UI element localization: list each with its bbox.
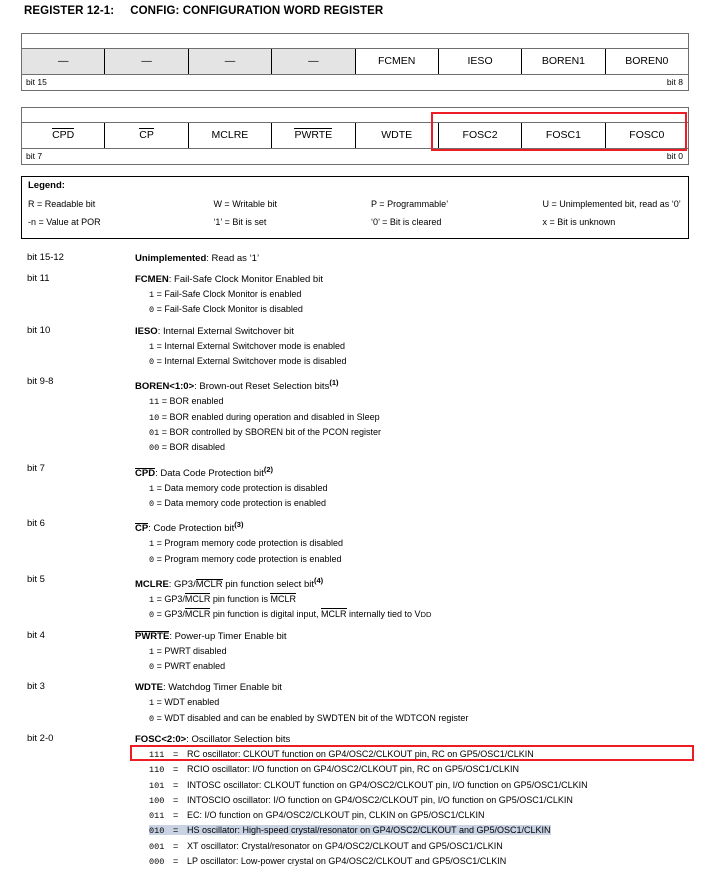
bit-option-code: 10 [149,412,160,423]
bit-option-text: Program memory code protection is enabled [164,553,342,564]
bit-group [0,376,711,455]
bit-group [0,681,711,726]
register-table-low-byte [21,107,689,165]
bit-option-text: Internal External Switchover mode is enabled [164,340,345,351]
register-bit-cell-fosc1 [522,123,605,148]
legend-entry-bit-unknown: x = Bit is unknown [542,217,616,227]
bit-option-code: 1 [149,539,155,550]
bit-index-label: bit 2-0 [27,732,54,744]
bit-option-text: BOR enabled during operation and disabled in Sleep [169,411,380,422]
overline-signal: MCLR [195,579,223,591]
bit-cell-label: FOSC1 [545,129,581,141]
bit-option-code: 0 [149,498,155,509]
legend-title: Legend: [28,180,65,191]
bit-field-heading: BOREN<1:0>: Brown-out Reset Selection bits$^{(1)}$ [135,378,339,393]
bit-range-end-label: bit 8 [666,77,683,87]
register-bit-cell-cp [105,123,188,148]
bit-option [135,552,711,567]
register-bit-cell-fcmen [356,49,439,74]
register-bit-cell-boren1 [522,49,605,74]
bit-option [135,808,711,823]
bit-body [135,681,711,726]
bit-range-start-label: bit 15 [26,77,47,87]
bit-option [135,854,711,869]
legend-entry-readable: R = Readable bit [28,199,96,209]
bit-option [135,793,711,808]
bit-option-code: 010 [149,826,165,837]
legend-row-1 [22,199,688,209]
register-bit-cell-mclre [189,123,272,148]
legend-entry-bit-cleared: ‘0’ = Bit is cleared [370,217,442,227]
register-bit-cell-boren0 [606,49,688,74]
bit-option-code: 101 [149,780,165,791]
legend-entry-value-at-por: -n = Value at POR [28,217,101,227]
bit-cell-label: BOREN0 [625,55,669,67]
bit-group [0,574,711,623]
page-title [24,5,383,17]
bit-option-equals: = [154,594,165,605]
bit-option [135,410,711,425]
bit-option-equals: = [159,442,170,453]
bit-option-equals: = [154,712,165,723]
bit-option [135,607,711,622]
footnote-marker: (1) [329,378,339,388]
bit-field-heading: Unimplemented: Read as ‘1’ [135,253,260,264]
bit-option-code: 0 [149,662,155,673]
register-bit-cell- [105,49,188,74]
bit-option [135,711,711,726]
bit-option-code: 01 [149,427,160,438]
bit-option [135,425,711,440]
bit-range-start-label: bit 7 [26,151,43,161]
register-bit-cell- [22,49,105,74]
footnote-marker: (2) [263,464,274,474]
bit-option-selected [135,823,711,838]
bit-body [135,630,711,675]
bit-option-text: RC oscillator: CLKOUT function on GP4/OSC2/CLKOUT pin, RC on GP5/OSC1/CLKIN [187,748,534,759]
bit-option [135,644,711,659]
bit-option-equals: = [173,779,179,790]
bit-field-heading: FCMEN: Fail-Safe Clock Monitor Enabled bit [135,274,323,285]
bit-option-text: XT oscillator: Crystal/resonator on GP4/OSC2/CLKOUT and GP5/OSC1/CLKIN [187,840,503,851]
register-number: REGISTER 12-1: [24,5,115,17]
bit-range-end-label: bit 0 [666,151,683,161]
bit-option-equals: = [154,355,165,366]
bit-option-code: 1 [149,646,155,657]
bit-option-code: 1 [149,341,155,352]
bit-option-equals: = [154,661,165,672]
bit-option [135,659,711,674]
register-bit-cell-cpd [22,123,105,148]
bit-cell-label: FOSC0 [629,129,665,141]
register-bit-cell-fosc2 [439,123,522,148]
bit-group [0,518,711,567]
bit-index-label: bit 4 [27,629,45,641]
bit-cell-label: — [308,55,319,67]
bit-option [135,839,711,854]
bit-option-code: 0 [149,305,155,316]
bit-option [135,778,711,793]
bit-option-equals: = [173,840,179,851]
bit-option [135,302,711,317]
bit-field-heading: PWRTE: Power-up Timer Enable bit [135,630,287,642]
bit-index-label: bit 11 [27,273,50,284]
register-bit-cells-high [22,48,688,75]
bit-option-code: 0 [149,610,155,621]
bit-option [135,747,711,762]
bit-option-equals: = [154,645,165,656]
bit-option-text: PWRT disabled [164,645,227,656]
bit-option-code: 0 [149,554,155,565]
bit-group [0,733,711,869]
bit-option-code: 1 [149,698,155,709]
bit-index-label: bit 6 [27,518,45,530]
bit-option-equals: = [173,825,179,836]
bit-body [135,376,711,455]
overline-signal: MCLR [184,594,211,605]
register-bit-cells-low [22,122,688,149]
bit-cell-label: MCLRE [211,129,249,141]
bit-option-text: GP3/MCLR pin function is MCLR [164,594,296,605]
bit-body [135,252,711,266]
bit-body [135,273,711,318]
legend-entry-bit-set: ‘1’ = Bit is set [213,217,267,227]
bit-option-equals: = [154,289,165,299]
bit-option-equals: = [173,856,179,867]
bit-cell-label: — [224,55,236,67]
bit-field-heading: IESO: Internal External Switchover bit [135,325,294,337]
bit-option [135,339,711,354]
register-footer-high [22,75,688,90]
bit-option [135,394,711,409]
bit-option-text: Fail-Safe Clock Monitor is disabled [164,304,303,315]
bit-option-equals: = [159,426,170,437]
bit-option-equals: = [154,304,165,315]
bit-index-label: bit 7 [27,462,45,474]
bit-option-equals: = [154,340,165,351]
bit-option-code: 011 [149,811,165,822]
bit-option [135,287,711,302]
bit-option-code: 11 [149,397,160,408]
bit-cell-label: WDTE [381,129,413,141]
bit-option-text: INTOSC oscillator: CLKOUT function on GP4/OSC2/CLKOUT pin, I/O function on GP5/OSC1/CLKIN [187,779,588,790]
bit-field-heading: CP: Code Protection bit$^{(3)}$ [135,520,244,535]
bit-group [0,273,711,318]
bit-option-equals: = [154,497,165,508]
bit-option-code: 00 [149,443,160,454]
bit-index-label: bit 3 [27,681,45,693]
footnote-marker: (4) [314,576,324,586]
bit-index-label: bit 5 [27,574,45,586]
bit-option-code: 0 [149,713,155,724]
bit-cell-label: PWRTE [294,129,333,141]
bit-field-heading: WDTE: Watchdog Timer Enable bit [135,682,282,694]
bit-body [135,325,711,370]
bit-option-text: Internal External Switchover mode is disabled [164,355,347,366]
bit-option-equals: = [154,697,165,708]
bit-cell-label: CPD [52,129,75,141]
legend-entry-unimplemented: U = Unimplemented bit, read as ‘0’ [542,199,681,209]
register-bit-cell- [272,49,355,74]
bit-description-list [0,252,711,876]
bit-option [135,496,711,511]
bit-option-code: 1 [149,290,155,300]
bit-option-code: 100 [149,795,165,806]
bit-group [0,325,711,370]
bit-option-equals: = [154,553,165,564]
bit-option-text: PWRT enabled [164,661,226,672]
bit-option-text: EC: I/O function on GP4/OSC2/CLKOUT pin, CLKIN on GP5/OSC1/CLKIN [187,810,485,821]
legend-entry-programmable: P = Programmable’ [370,199,449,209]
bit-cell-label: IESO [467,55,493,67]
register-footer-low [22,149,688,164]
overline-signal: MCLR [320,609,347,620]
bit-option [135,592,711,607]
bit-option-equals: = [173,748,179,759]
register-bit-cell-pwrte [272,123,355,148]
bit-option-code: 001 [149,841,165,852]
overline-signal: MCLR [184,609,211,620]
bit-option-equals: = [159,411,170,422]
bit-body [135,574,711,623]
subscript-dd: DD [420,610,432,620]
bit-option-code: 1 [149,483,155,494]
bit-option-text: Data memory code protection is enabled [164,497,326,508]
bit-option-text: LP oscillator: Low-power crystal on GP4/OSC2/CLKOUT and GP5/OSC1/CLKIN [187,856,507,867]
bit-option [135,762,711,777]
bit-field-heading: MCLRE: GP3/MCLR pin function select bit$^{(4)}$ [135,576,324,591]
bit-group [0,463,711,512]
bit-cell-label: — [141,55,152,67]
bit-option-equals: = [154,538,165,549]
register-bit-cell-ieso [439,49,522,74]
bit-option-code: 111 [149,749,165,760]
register-attribute-row [22,108,688,122]
register-bit-cell-wdte [356,123,439,148]
bit-option-equals: = [154,609,165,620]
bit-option [135,695,711,710]
bit-cell-label: CP [139,129,154,141]
bit-option-code: 1 [149,595,155,606]
bit-body [135,733,711,869]
bit-option-equals: = [173,810,179,821]
bit-index-label: bit 15-12 [27,252,64,263]
bit-option-code: 110 [149,765,165,776]
legend-entry-writable: W = Writable bit [213,199,278,209]
bit-option-equals: = [154,482,165,493]
register-bit-cell-fosc0 [606,123,688,148]
bit-body [135,463,711,512]
bit-group [0,252,711,266]
bit-option-text: Program memory code protection is disabled [164,538,343,549]
bit-option-text: HS oscillator: High-speed crystal/resonator on GP4/OSC2/CLKOUT and GP5/OSC1/CLKIN [187,825,551,836]
bit-option-text: INTOSCIO oscillator: I/O function on GP4/OSC2/CLKOUT pin, I/O function on GP5/OSC1/CLKIN [187,794,573,805]
bit-option-code: 0 [149,356,155,367]
bit-field-heading: FOSC<2:0>: Oscillator Selection bits [135,733,291,745]
footnote-marker: (3) [234,520,244,530]
overline-signal: MCLR [270,594,296,605]
bit-option-text: BOR controlled by SBOREN bit of the PCON register [169,426,382,437]
register-table-high-byte [21,33,689,91]
bit-index-label: bit 9-8 [27,376,54,388]
register-name: CONFIG: CONFIGURATION WORD REGISTER [130,5,384,17]
register-bit-cell- [189,49,272,74]
bit-option-text: Fail-Safe Clock Monitor is enabled [164,289,302,299]
legend-box [21,176,689,239]
bit-field-heading: CPD: Data Code Protection bit$^{(2)}$ [135,464,274,479]
bit-option-equals: = [173,764,179,775]
bit-group [0,630,711,675]
bit-option-text: Data memory code protection is disabled [164,482,328,493]
bit-option-text: WDT enabled [164,697,220,708]
bit-option-equals: = [173,794,179,805]
bit-cell-label: FCMEN [378,55,416,67]
bit-index-label: bit 10 [27,324,51,336]
bit-option-text: WDT disabled and can be enabled by SWDTEN bit of the WDTCON register [164,712,469,723]
legend-row-2 [22,217,688,227]
bit-option [135,536,711,551]
bit-option-text: BOR enabled [169,396,224,407]
bit-option-text: GP3/MCLR pin function is digital input, MCLR internally tied to VDD [164,609,432,620]
bit-cell-label: BOREN1 [541,55,586,67]
bit-option [135,354,711,369]
bit-option-code: 000 [149,857,165,868]
bit-option-text: RCIO oscillator: I/O function on GP4/OSC2/CLKOUT pin, RC on GP5/OSC1/CLKIN [187,764,519,775]
bit-option [135,481,711,496]
bit-body [135,518,711,567]
bit-option-text: BOR disabled [169,442,225,453]
register-attribute-row [22,34,688,48]
bit-cell-label: — [57,55,69,67]
bit-option [135,440,711,455]
bit-option-equals: = [159,396,170,407]
bit-cell-label: FOSC2 [462,129,498,141]
